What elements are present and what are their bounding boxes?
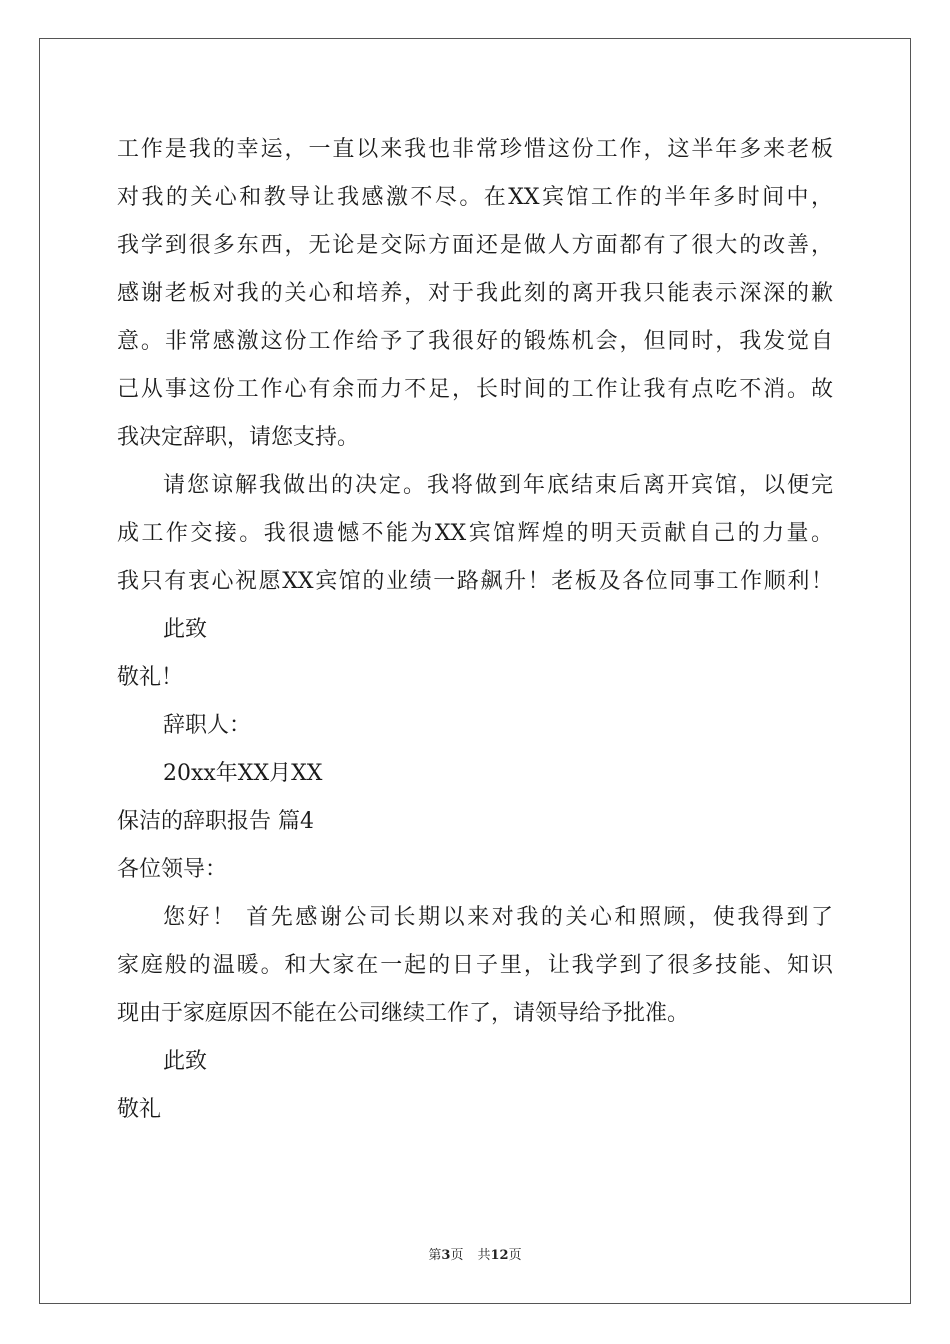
text-line: 己从事这份工作心有余而力不足，长时间的工作让我有点吃不消。故 <box>117 377 833 402</box>
text-line: 我决定辞职，请您支持。 <box>117 425 360 450</box>
signature-label: 辞职人： <box>163 713 252 738</box>
text-line: 请您谅解我做出的决定。我将做到年底结束后离开宾馆，以便完 <box>163 473 833 498</box>
closing-regards: 敬礼！ <box>117 665 184 690</box>
text-line: 对我的关心和教导让我感激不尽。在XX宾馆工作的半年多时间中， <box>117 185 833 210</box>
page-prefix: 第 <box>428 1248 442 1263</box>
page-suffix: 页 <box>450 1248 464 1263</box>
text-line: 感谢老板对我的关心和培养，对于我此刻的离开我只能表示深深的歉 <box>117 281 833 306</box>
text-line: 我只有衷心祝愿XX宾馆的业绩一路飙升！老板及各位同事工作顺利！ <box>117 569 833 594</box>
greeting: 各位领导： <box>117 857 228 882</box>
closing-salutation: 此致 <box>163 617 208 642</box>
total-suffix: 页 <box>508 1248 522 1263</box>
text-line: 您好！ 首先感谢公司长期以来对我的关心和照顾，使我得到了 <box>163 905 833 930</box>
section-heading: 保洁的辞职报告 篇4 <box>117 809 314 834</box>
page-number: 3 <box>441 1248 451 1263</box>
document-body <box>117 126 833 1134</box>
text-line: 我学到很多东西，无论是交际方面还是做人方面都有了很大的改善， <box>117 233 833 258</box>
date-line: 20xx年XX月XX <box>163 761 323 786</box>
text-line: 工作是我的幸运，一直以来我也非常珍惜这份工作，这半年多来老板 <box>117 137 833 162</box>
closing-salutation: 此致 <box>163 1049 208 1074</box>
text-line: 成工作交接。我很遗憾不能为XX宾馆辉煌的明天贡献自己的力量。 <box>117 521 833 546</box>
total-pages: 12 <box>490 1248 509 1263</box>
text-line: 现由于家庭原因不能在公司继续工作了，请领导给予批准。 <box>117 1001 690 1026</box>
total-prefix: 共 <box>477 1248 491 1263</box>
text-line: 意。非常感激这份工作给予了我很好的锻炼机会，但同时，我发觉自 <box>117 329 833 354</box>
page-footer <box>0 1246 950 1266</box>
closing-regards: 敬礼 <box>117 1097 162 1122</box>
text-line: 家庭般的温暖。和大家在一起的日子里，让我学到了很多技能、知识 <box>117 953 833 978</box>
